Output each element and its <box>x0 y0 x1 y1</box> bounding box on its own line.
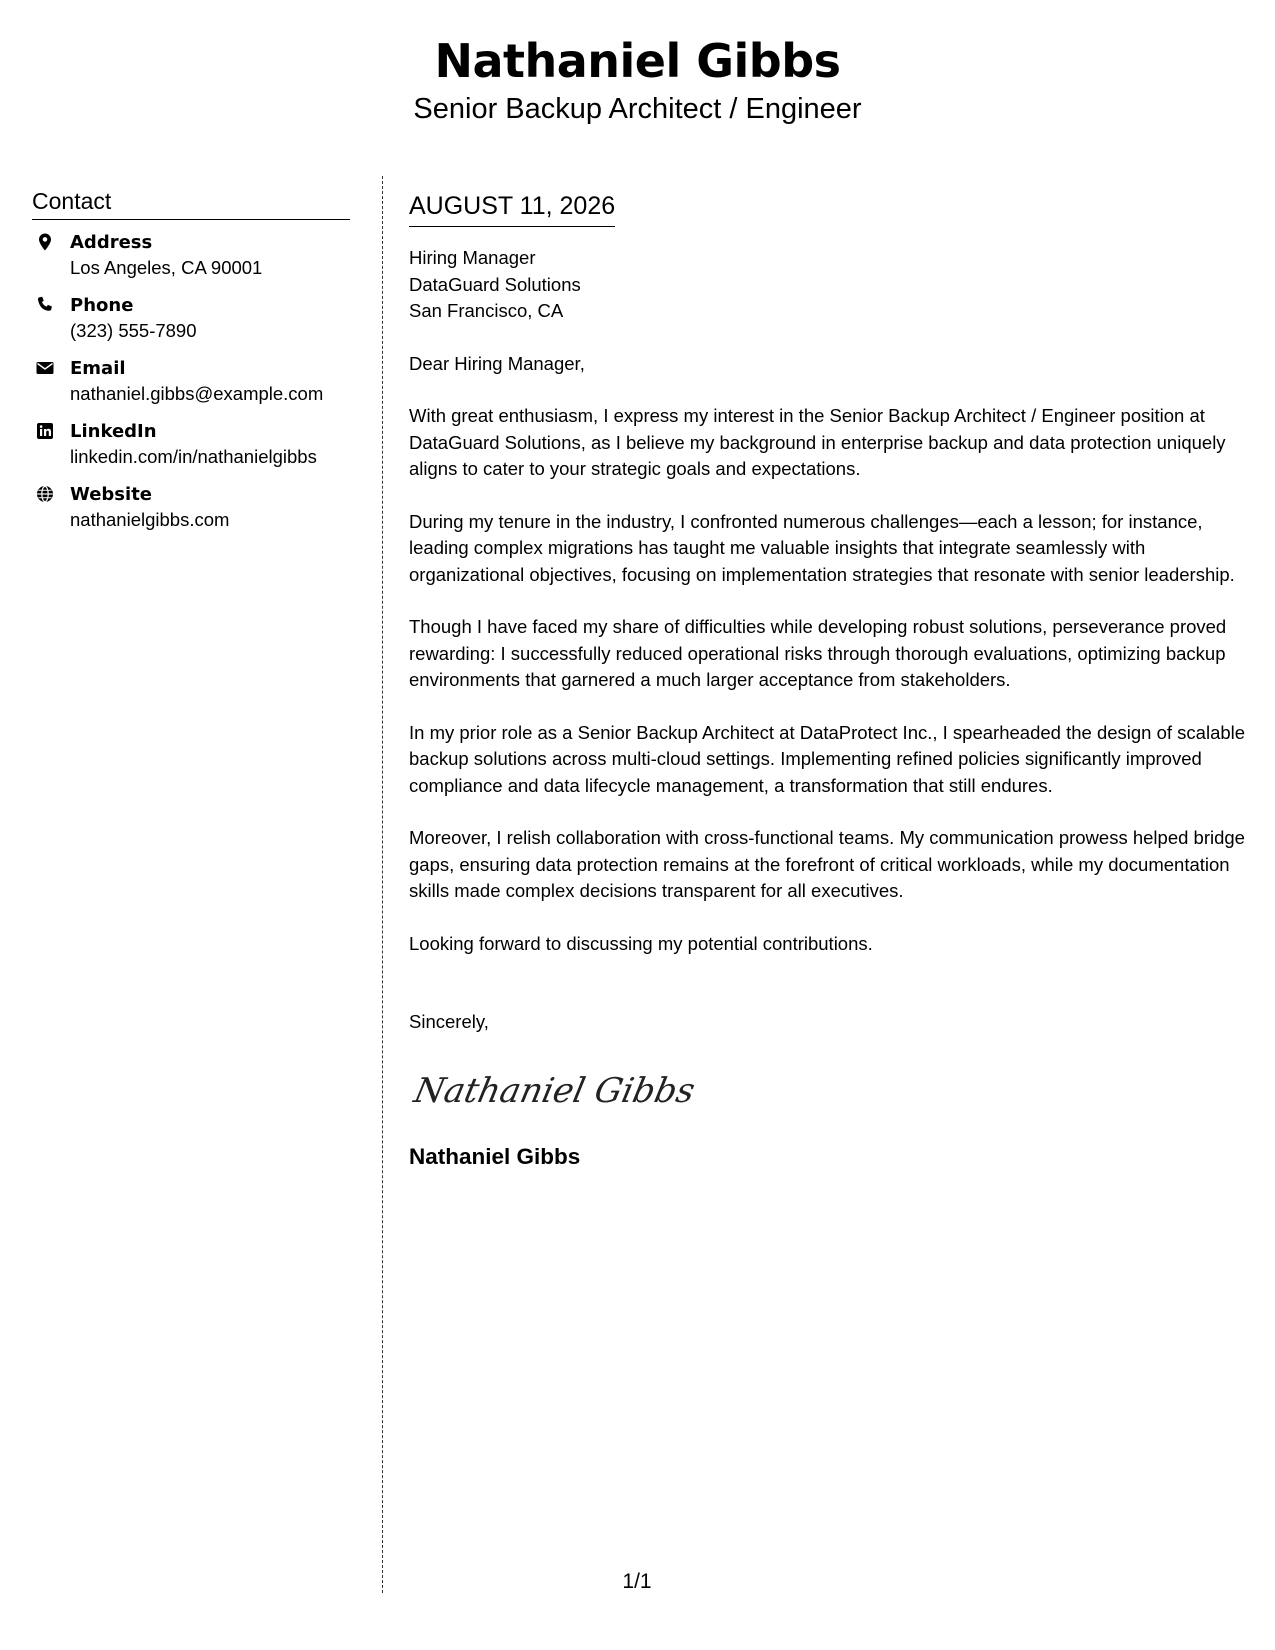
phone-icon <box>35 295 55 315</box>
contact-label: Email <box>70 358 126 379</box>
letter-paragraph: Though I have faced my share of difficulties while developing robust solutions, perseverance proved rewarding: I successfully reduced operational risks through thorough evaluations, optimizing backup environments that garnered a much larger acceptance from stakeholders. <box>409 616 1227 690</box>
letter-paragraph: In my prior role as a Senior Backup Architect at DataProtect Inc., I spearheaded the design of scalable backup solutions across multi-cloud settings. Implementing refined policies significantly improved compliance and data lifecycle management, a transformation that still endures. <box>409 721 1246 796</box>
contact-value: linkedin.com/in/nathanielgibbs <box>70 446 317 467</box>
letter-paragraph: Looking forward to discussing my potential contributions. <box>409 932 873 954</box>
contact-heading: Contact <box>32 186 350 220</box>
recipient-line: Hiring Manager <box>409 247 536 268</box>
signer-name: Nathaniel Gibbs <box>409 1143 581 1169</box>
contact-label: Phone <box>70 295 134 316</box>
handwritten-signature <box>409 1062 1249 1122</box>
letter-body <box>409 189 1249 1172</box>
contact-item-phone <box>32 293 350 356</box>
map-pin-icon <box>35 232 55 252</box>
letter-date: AUGUST 11, 2026 <box>409 189 615 227</box>
recipient-block <box>409 245 1249 325</box>
contact-item-website <box>32 482 350 545</box>
contact-value: Los Angeles, CA 90001 <box>70 257 263 278</box>
salutation: Dear Hiring Manager, <box>409 352 585 374</box>
signature-text: Nathaniel Gibbs <box>410 1070 699 1111</box>
contact-value: nathanielgibbs.com <box>70 509 230 530</box>
contact-value: nathaniel.gibbs@example.com <box>70 383 324 404</box>
contact-value: (323) 555-7890 <box>70 320 197 341</box>
linkedin-icon <box>35 421 55 441</box>
page-number: 1/1 <box>622 1570 652 1593</box>
contact-item-email <box>32 356 350 419</box>
column-divider <box>382 176 383 1593</box>
recipient-line: San Francisco, CA <box>409 300 564 321</box>
job-title: Senior Backup Architect / Engineer <box>413 93 862 125</box>
contact-item-linkedin <box>32 419 350 482</box>
applicant-name: Nathaniel Gibbs <box>434 34 841 88</box>
contact-label: Website <box>70 484 153 505</box>
closing: Sincerely, <box>409 1011 489 1032</box>
letter-paragraph: During my tenure in the industry, I confronted numerous challenges—each a lesson; for instance, leading complex migrations has taught me valuable insights that integrate seamlessly with organizational objectives, focusing on implementation strategies that resonate with senior leadership. <box>409 510 1235 585</box>
contact-label: Address <box>70 232 153 253</box>
envelope-icon <box>35 358 55 378</box>
contact-list <box>32 230 350 545</box>
letter-paragraph: With great enthusiasm, I express my interest in the Senior Backup Architect / Engineer position at DataGuard Solutions, as I believe my background in enterprise backup and data protection uniquely aligns to cater to your strategic goals and expectations. <box>409 405 1226 479</box>
recipient-line: DataGuard Solutions <box>409 273 581 295</box>
contact-item-address <box>32 230 350 293</box>
globe-icon <box>35 484 55 504</box>
letter-header <box>0 32 1275 126</box>
contact-sidebar <box>32 186 350 545</box>
contact-label: LinkedIn <box>70 421 157 442</box>
letter-paragraph: Moreover, I relish collaboration with cross-functional teams. My communication prowess helped bridge gaps, ensuring data protection remains at the forefront of critical workloads, while my documentation skills made complex decisions transparent for all executives. <box>409 827 1245 901</box>
